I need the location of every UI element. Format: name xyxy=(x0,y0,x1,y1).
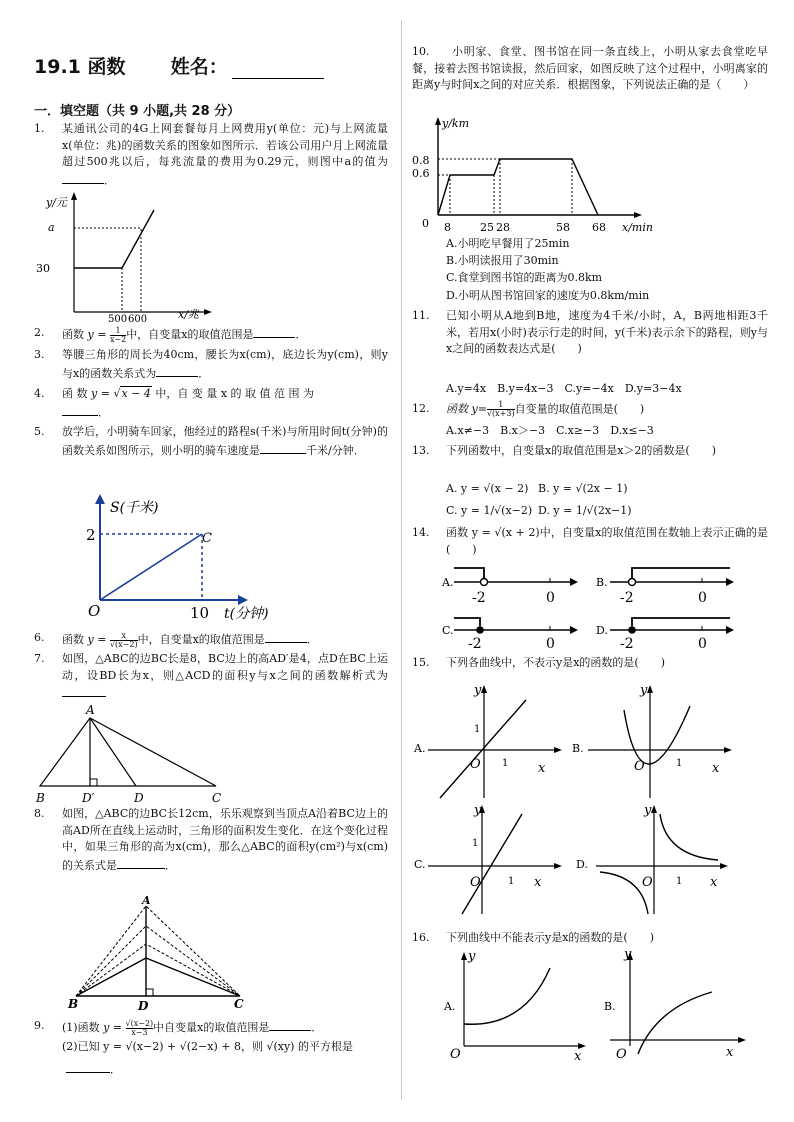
q16-option-a[interactable] xyxy=(443,949,586,1064)
q10-option-a[interactable]: A.小明吃早餐用了25min xyxy=(446,237,570,250)
option-b-label: B. xyxy=(596,576,608,589)
q15-option-b[interactable] xyxy=(572,683,732,798)
option-d-label: D. xyxy=(576,858,588,871)
x-arrow xyxy=(720,863,728,869)
graph-line xyxy=(440,700,526,798)
question-number: 9. xyxy=(34,1019,45,1032)
q15-option-c[interactable] xyxy=(414,803,562,914)
q11-options[interactable]: A.y=4x B.y=4x−3 C.y=−4x D.y=3−4x xyxy=(446,382,682,395)
answer-blank[interactable] xyxy=(62,684,106,697)
y-label: S(千米) xyxy=(110,500,159,516)
origin-label: O xyxy=(616,1047,627,1062)
graph-line xyxy=(462,814,522,914)
q15-graphs xyxy=(410,680,780,920)
option-c-label: C. xyxy=(414,858,426,871)
ray-d xyxy=(632,618,730,626)
question-2 xyxy=(34,325,388,344)
fraction xyxy=(110,632,138,649)
name-blank[interactable] xyxy=(232,60,324,79)
question-9 xyxy=(34,1018,388,1055)
question-end: ． xyxy=(295,328,307,341)
q5-graph xyxy=(80,490,290,630)
y-arrow xyxy=(71,192,77,200)
ray-a xyxy=(454,568,484,578)
x-arrow xyxy=(238,595,248,605)
tick-1-label: 1 xyxy=(502,758,509,769)
answer-blank[interactable] xyxy=(260,441,306,454)
vertex-d: D xyxy=(138,999,149,1013)
question-end: ． xyxy=(104,173,115,187)
right-angle-mark xyxy=(90,779,97,786)
open-dot-b xyxy=(629,579,636,586)
tick-1-label: 1 xyxy=(508,876,515,887)
question-10 xyxy=(412,44,768,94)
question-number: 10. xyxy=(412,45,430,58)
x8-label: 8 xyxy=(444,221,451,234)
origin-label: O xyxy=(634,759,645,774)
x-label: x/min xyxy=(622,221,653,234)
ray-b xyxy=(632,568,730,578)
tick-1-label: 1 xyxy=(676,876,683,887)
segment-ad xyxy=(90,718,136,786)
q-post: 自变量的取值范围是( ) xyxy=(514,402,645,416)
y2-label: 2 xyxy=(86,526,96,544)
x-label: x/兆 xyxy=(178,308,199,321)
x-arrow xyxy=(634,212,642,218)
answer-blank[interactable] xyxy=(117,856,165,869)
c-label: C xyxy=(202,531,212,546)
question-15 xyxy=(412,655,768,672)
x58-label: 58 xyxy=(556,221,570,234)
x68-label: 68 xyxy=(592,221,606,234)
label-zero: 0 xyxy=(546,636,555,652)
fraction xyxy=(110,327,126,344)
y-arrow xyxy=(647,685,653,693)
question-end: ． xyxy=(165,858,176,872)
q14-option-a[interactable] xyxy=(441,568,578,606)
question-8 xyxy=(34,806,388,874)
y-arrow xyxy=(461,952,467,960)
question-number: 2. xyxy=(34,326,45,339)
q8-triangles xyxy=(64,892,254,1014)
y-arrow xyxy=(95,494,105,504)
option-c-label: C. xyxy=(442,624,454,637)
q-pre: 函 数 xyxy=(62,387,91,400)
question-number: 3. xyxy=(34,348,45,361)
q14-option-c[interactable] xyxy=(442,618,578,652)
numerator: √(x−2) xyxy=(125,1018,154,1028)
q15-option-a[interactable] xyxy=(413,683,562,798)
distance-line xyxy=(100,534,202,600)
q14-number-lines xyxy=(440,560,760,652)
section-title: 一．填空题（共 9 小题,共 28 分） xyxy=(34,104,241,119)
question-number: 6. xyxy=(34,631,45,644)
y-label: y xyxy=(474,803,482,818)
q7-triangle xyxy=(32,702,232,806)
q9-blank-line xyxy=(66,1060,121,1079)
question-text: 如图，△ABC的边BC长12cm，乐乐观察到当顶点A沿着BC边上的高AD所在直线上运动时，三角形的面积发生变化．在这个变化过程中，如果三角形的高为x(cm)，那么△ABC的面积y(cm²)与x(cm)的关系式是 xyxy=(62,807,388,872)
rising-segment xyxy=(122,210,154,268)
closed-dot-d xyxy=(628,626,636,634)
y-label: y xyxy=(644,803,652,818)
tick-1-label: 1 xyxy=(676,758,683,769)
part1-post: 中自变量x的取值范围是 xyxy=(153,1021,270,1034)
option-a-label: A. xyxy=(414,742,426,755)
y-label: y/元 xyxy=(46,196,67,209)
q-post: 中，自变量x的取值范围是 xyxy=(137,633,265,646)
y08-label: 0.8 xyxy=(412,154,430,167)
answer-blank[interactable] xyxy=(269,1018,311,1031)
question-text: 小明家、食堂、图书馆在同一条直线上，小明从家去食堂吃早餐，接着去图书馆读报，然后回家，如图反映了这个过程中，小明离家的距离y与时间x之间的对应关系．根据图象，下列说法正确的是（ ） xyxy=(412,45,768,91)
question-number: 15. xyxy=(412,656,430,669)
vertex-c: C xyxy=(212,791,222,805)
x25-label: 25 xyxy=(480,221,494,234)
x-label: t(分钟) xyxy=(224,606,269,622)
a-label: a xyxy=(48,221,55,234)
y-label: y xyxy=(624,947,632,962)
question-end: ． xyxy=(198,366,210,380)
triangle-abc xyxy=(40,718,216,786)
question-number: 14. xyxy=(412,526,430,539)
question-number: 7. xyxy=(34,652,45,665)
axis-a-arrow xyxy=(570,578,578,586)
label-zero: 0 xyxy=(546,590,555,606)
question-text: 函数 y = √(x + 2)中，自变量x的取值范围在数轴上表示正确的是( ) xyxy=(446,526,768,556)
q13-option-c[interactable]: C. y = 1/√(x−2) xyxy=(446,504,533,517)
q10-option-b[interactable]: B.小明读报用了30min xyxy=(446,254,559,267)
vertex-b: B xyxy=(36,791,45,805)
x-arrow xyxy=(554,863,562,869)
q10-graph xyxy=(410,113,660,235)
q-post: 中，自变量x的取值范围是 xyxy=(126,328,254,341)
numerator: 1 xyxy=(110,327,126,336)
label-minus-2: -2 xyxy=(620,590,634,606)
label-zero: 0 xyxy=(698,590,707,606)
q13-option-d[interactable]: D. y = 1/√(2x−1) xyxy=(538,504,632,517)
question-end: ． xyxy=(306,633,318,646)
vertex-b: B xyxy=(68,997,79,1011)
x-label: x xyxy=(534,875,542,890)
question-5 xyxy=(34,424,388,459)
question-12 xyxy=(412,401,768,418)
x10-label: 10 xyxy=(190,604,210,622)
page-title xyxy=(34,52,324,79)
distance-time-line xyxy=(438,159,598,215)
vertex-a: A xyxy=(142,894,151,907)
y-label: y xyxy=(474,683,482,698)
q14-option-d[interactable] xyxy=(596,618,734,652)
q16-graphs xyxy=(440,944,760,1064)
option-a-label: A. xyxy=(444,1000,456,1013)
column-divider xyxy=(401,20,402,1100)
y-label: y/km xyxy=(442,117,470,130)
question-1 xyxy=(34,121,388,189)
origin-label: O xyxy=(450,1047,461,1062)
curve-a xyxy=(464,968,550,1024)
x-label: x xyxy=(710,875,718,890)
q-pre: 函数 xyxy=(62,328,88,341)
curve-b xyxy=(638,992,712,1054)
open-dot-a xyxy=(481,579,488,586)
question-number: 5. xyxy=(34,425,45,438)
tick-1-y-label: 1 xyxy=(472,838,479,849)
vertex-dprime: D′ xyxy=(82,791,95,805)
question-3 xyxy=(34,347,388,382)
answer-blank[interactable] xyxy=(62,403,98,416)
axis-b-arrow xyxy=(726,578,734,586)
x-arrow xyxy=(204,309,212,315)
q12-options[interactable]: A.x≠−3 B.x＞−3 C.x≥−3 D.x≤−3 xyxy=(446,424,654,437)
question-text: 已知小明从A地到B地，速度为4千米/小时，A，B两地相距3千米，若用x(小时)表示行走的时间，y(千米)表示余下的路程，则y与x之间的函数表达式是( ) xyxy=(446,309,768,355)
math-expr: y = xyxy=(103,1021,126,1034)
question-4: 4. 函 数 y = √x − 4 中，自 变 量 x 的 取 值 范 围 为 ． xyxy=(34,387,315,419)
numerator: x xyxy=(110,632,138,641)
question-text: 等腰三角形的周长为40cm，腰长为x(cm)，底边长为y(cm)，则y与x的函数关系式为 xyxy=(62,348,388,380)
question-11 xyxy=(412,308,768,358)
x600-label: 600 xyxy=(128,314,148,323)
x500-label: 500 xyxy=(108,314,128,323)
question-6 xyxy=(34,630,388,649)
tick-1-y-label: 1 xyxy=(474,724,481,735)
question-text: 放学后，小明骑车回家，他经过的路程s(千米)与所用时间t(分钟)的函数关系如图所示，则小明的骑车速度是 xyxy=(62,425,388,457)
vertex-c: C xyxy=(234,997,244,1011)
x-label: x xyxy=(574,1049,582,1064)
q10-option-d[interactable]: D.小明从图书馆回家的速度为0.8km/min xyxy=(446,289,650,302)
denominator: x−2 xyxy=(109,334,127,344)
answer-blank[interactable] xyxy=(66,1060,110,1073)
question-text: 如图，△ABC的边BC长是8，BC边上的高AD′是4，点D在BC上运动，设BD长为x，则△ACD的面积y与x之间的函数解析式为 xyxy=(62,652,388,682)
question-end: 千米/分钟． xyxy=(306,443,365,457)
label-zero: 0 xyxy=(698,636,707,652)
origin-label: 0 xyxy=(422,217,429,230)
y-arrow xyxy=(651,805,657,813)
dashed-triangle-3 xyxy=(76,944,240,996)
vertex-d: D xyxy=(134,791,144,805)
math-expr: y = xyxy=(87,633,110,646)
y-arrow xyxy=(481,685,487,693)
y-arrow xyxy=(435,117,441,125)
option-b-label: B. xyxy=(572,742,584,755)
origin-label: O xyxy=(470,757,481,772)
fraction xyxy=(487,401,515,418)
radicand: x − 4 xyxy=(121,387,151,400)
question-number: 8. xyxy=(34,807,45,820)
part2-end: ． xyxy=(110,1063,121,1076)
origin-label: O xyxy=(88,602,101,620)
part1-end: ． xyxy=(311,1021,323,1034)
numerator: 1 xyxy=(487,401,515,410)
question-7 xyxy=(34,651,388,703)
x-label: x xyxy=(712,761,720,776)
x-arrow xyxy=(724,747,732,753)
question-number: 16. xyxy=(412,931,430,944)
q13-option-a[interactable]: A. y = √(x − 2) xyxy=(446,482,529,495)
question-text: 下列曲线中不能表示y是x的函数的是( ) xyxy=(446,931,654,944)
axis-d-arrow xyxy=(726,626,734,634)
question-13 xyxy=(412,443,768,460)
closed-dot-c xyxy=(476,626,484,634)
question-text: 下列函数中，自变量x的取值范围是x＞2的函数是( ) xyxy=(446,444,716,457)
question-number: 13. xyxy=(412,444,430,457)
y06-label: 0.6 xyxy=(412,167,430,180)
title-text: 19.1 函数 xyxy=(34,56,126,78)
q-pre: 函数 xyxy=(62,633,88,646)
x-label: x xyxy=(538,761,546,776)
option-a-label: A. xyxy=(442,576,454,589)
denominator: x−3 xyxy=(131,1027,148,1037)
q-post: 中，自 变 量 x 的 取 值 范 围 为 xyxy=(151,387,315,400)
question-number: 4. xyxy=(34,387,45,400)
y-label: y xyxy=(640,683,648,698)
question-end: ． xyxy=(98,405,109,419)
x-arrow xyxy=(738,1037,746,1043)
math-expr: y = xyxy=(91,387,114,400)
y-label: y xyxy=(468,949,476,964)
origin-label: O xyxy=(470,875,481,890)
axis-c-arrow xyxy=(570,626,578,634)
option-b-label: B. xyxy=(604,1000,616,1013)
hyperbola-branch-2 xyxy=(600,872,648,914)
part2-text: (2)已知 y = √(x−2) + √(2−x) + 8，则 √(xy) 的平方根是 xyxy=(62,1039,353,1053)
ray-c xyxy=(454,618,480,626)
part1-pre: (1)函数 xyxy=(62,1021,104,1034)
hyperbola-branch-1 xyxy=(660,814,718,860)
x-label: x xyxy=(726,1045,734,1060)
answer-blank[interactable] xyxy=(253,325,295,338)
label-minus-2: -2 xyxy=(468,636,482,652)
label-minus-2: -2 xyxy=(620,636,634,652)
fraction xyxy=(126,1020,154,1037)
x-arrow xyxy=(554,747,562,753)
name-label: 姓名： xyxy=(170,56,228,78)
q16-option-b[interactable] xyxy=(604,947,746,1062)
q10-option-c[interactable]: C.食堂到图书馆的距离为0.8km xyxy=(446,271,603,284)
answer-blank[interactable] xyxy=(156,364,198,377)
a-guide xyxy=(74,228,141,312)
y30-label: 30 xyxy=(36,262,50,275)
origin-label: O xyxy=(642,875,653,890)
denominator: √(x+3) xyxy=(486,409,515,418)
q-pre: 函数 y= xyxy=(446,402,487,416)
q15-option-d[interactable] xyxy=(576,803,728,914)
parabola xyxy=(624,706,690,764)
question-number: 12. xyxy=(412,402,430,415)
question-number: 1. xyxy=(34,122,45,135)
question-number: 11. xyxy=(412,309,430,322)
x28-label: 28 xyxy=(496,221,510,234)
right-angle-mark xyxy=(146,989,153,996)
answer-blank[interactable] xyxy=(62,171,104,184)
label-minus-2: -2 xyxy=(472,590,486,606)
denominator: √(x−2) xyxy=(109,639,138,649)
question-text: 某通讯公司的4G上网套餐每月上网费用y(单位：元)与上网流量x(单位：兆)的函数关系的图象如图所示．若该公司用户月上网流量超过500兆以后，每兆流量的费用为0.29元，则图中a的值为 xyxy=(62,122,388,168)
math-expr: y = xyxy=(87,328,110,341)
question-text: 下列各曲线中，不表示y是x的函数的是( ) xyxy=(446,656,665,669)
vertex-a: A xyxy=(86,703,95,717)
question-14 xyxy=(412,525,768,558)
q1-graph xyxy=(30,188,220,323)
answer-blank[interactable] xyxy=(265,630,307,643)
q13-option-b[interactable]: B. y = √(2x − 1) xyxy=(538,482,628,495)
option-d-label: D. xyxy=(596,624,608,637)
q14-option-b[interactable] xyxy=(596,568,734,606)
